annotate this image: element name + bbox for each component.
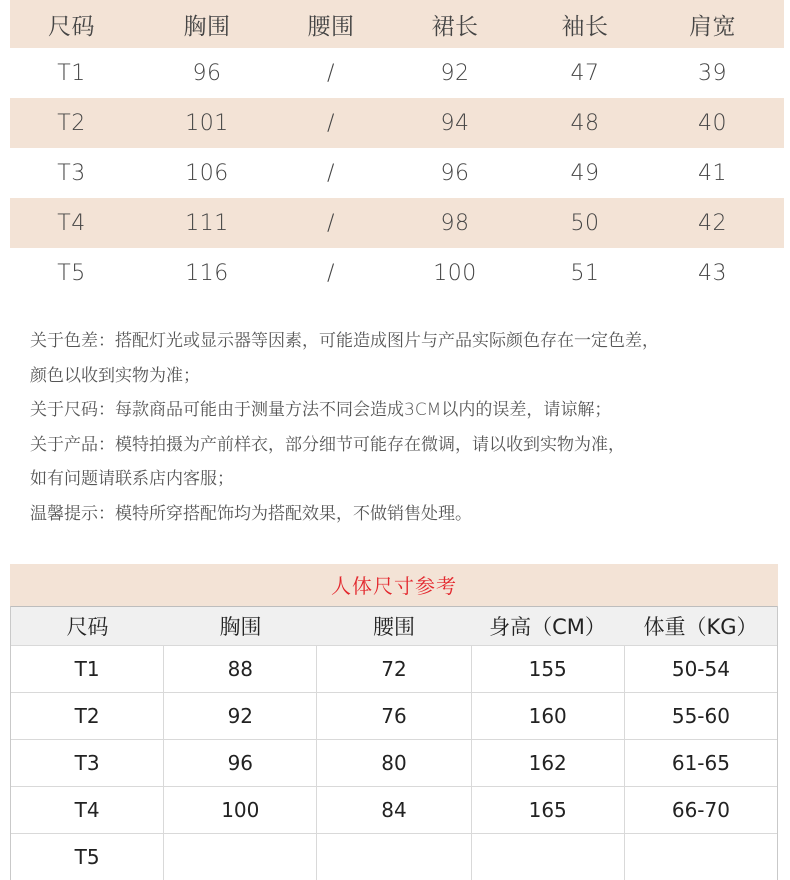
chest-cell: 101: [185, 110, 229, 136]
table-row: [11, 786, 777, 833]
size-cell: T1: [11, 646, 164, 692]
size-cell: T1: [57, 60, 86, 86]
shoulder-width-cell: 40: [698, 110, 727, 136]
size-cell: T5: [11, 834, 164, 880]
header-chest: 胸围: [219, 615, 262, 639]
weight-cell: 66-70: [671, 798, 730, 822]
chest-cell: 88: [164, 646, 317, 692]
skirt-length-cell: 100: [433, 260, 477, 286]
table-row: [10, 98, 784, 148]
height-cell: [472, 834, 625, 880]
waist-cell: 76: [317, 693, 471, 739]
table-row: [11, 645, 777, 692]
waist-cell: /: [327, 60, 335, 86]
table-row: [10, 148, 784, 198]
height-cell: 162: [472, 740, 625, 786]
shoulder-width-cell: 41: [698, 160, 727, 186]
size-cell: T5: [57, 260, 86, 286]
sleeve-length-cell: 51: [570, 260, 600, 286]
skirt-length-cell: 94: [440, 110, 470, 136]
note-product-cont: 如有问题请联系店内客服；: [30, 469, 234, 489]
height-cell: 155: [472, 646, 625, 692]
note-color-difference: 关于色差：搭配灯光或显示器等因素，可能造成图片与产品实际颜色存在一定色差，: [30, 331, 659, 351]
waist-cell: 80: [317, 740, 471, 786]
chest-cell: 106: [185, 160, 229, 186]
chest-cell: 96: [192, 60, 222, 86]
body-reference-title: 人体尺寸参考: [10, 564, 778, 606]
weight-cell: 50-54: [671, 657, 730, 681]
shoulder-width-cell: 39: [698, 60, 727, 86]
table-row: [10, 248, 784, 298]
size-cell: T2: [11, 693, 164, 739]
waist-cell: 84: [317, 787, 471, 833]
header-sleeve-length: 袖长: [561, 13, 609, 40]
garment-size-table: [10, 0, 784, 298]
note-tip: 温馨提示：模特所穿搭配饰均为搭配效果，不做销售处理。: [30, 503, 472, 524]
table-row: [11, 692, 777, 739]
size-cell: T2: [57, 110, 86, 136]
chest-cell: 116: [185, 260, 229, 286]
table-row: [10, 198, 784, 248]
skirt-length-cell: 96: [440, 160, 470, 186]
table-row: [10, 48, 784, 98]
waist-cell: /: [327, 210, 335, 236]
header-waist: 腰围: [373, 615, 415, 639]
sleeve-length-cell: 47: [570, 60, 600, 86]
size-cell: T4: [11, 787, 164, 833]
size-table-header: [10, 0, 784, 48]
chest-cell: 111: [185, 210, 229, 236]
shoulder-width-cell: 43: [698, 260, 727, 286]
height-cell: 165: [472, 787, 625, 833]
sleeve-length-cell: 48: [570, 110, 600, 136]
shoulder-width-cell: 42: [698, 210, 727, 236]
weight-cell: [625, 834, 777, 880]
size-cell: T3: [57, 160, 86, 186]
weight-cell: 55-60: [671, 704, 730, 728]
header-skirt-length: 裙长: [431, 13, 479, 40]
size-cell: T3: [11, 740, 164, 786]
chest-cell: [164, 834, 317, 880]
size-cell: T4: [57, 210, 86, 236]
header-chest: 胸围: [183, 13, 231, 40]
header-shoulder-width: 肩宽: [689, 13, 736, 40]
note-color-difference-cont: 颜色以收到实物为准；: [30, 365, 200, 386]
note-size: 关于尺码：每款商品可能由于测量方法不同会造成3CM以内的误差，请谅解；: [30, 400, 612, 420]
skirt-length-cell: 92: [440, 60, 470, 86]
waist-cell: /: [327, 260, 335, 286]
body-reference-section: [10, 564, 778, 880]
sleeve-length-cell: 50: [570, 210, 600, 236]
waist-cell: [317, 834, 471, 880]
header-size: 尺码: [48, 13, 95, 40]
note-product: 关于产品：模特拍摄为产前样衣，部分细节可能存在微调，请以收到实物为准，: [30, 434, 625, 455]
waist-cell: /: [327, 160, 335, 186]
sleeve-length-cell: 49: [570, 160, 600, 186]
body-reference-header: [11, 606, 777, 645]
waist-cell: /: [327, 110, 335, 136]
waist-cell: 72: [317, 646, 471, 692]
body-reference-table: [10, 606, 778, 880]
chest-cell: 92: [164, 693, 317, 739]
skirt-length-cell: 98: [440, 210, 470, 236]
weight-cell: 61-65: [671, 751, 730, 775]
header-waist: 腰围: [307, 13, 355, 40]
chest-cell: 96: [164, 740, 317, 786]
table-row: [11, 739, 777, 786]
header-weight: 体重（KG）: [643, 615, 758, 639]
header-size: 尺码: [66, 615, 109, 639]
chest-cell: 100: [164, 787, 317, 833]
height-cell: 160: [472, 693, 625, 739]
table-row: [11, 833, 777, 880]
product-notes: [30, 324, 770, 531]
header-height: 身高（CM）: [489, 615, 606, 639]
